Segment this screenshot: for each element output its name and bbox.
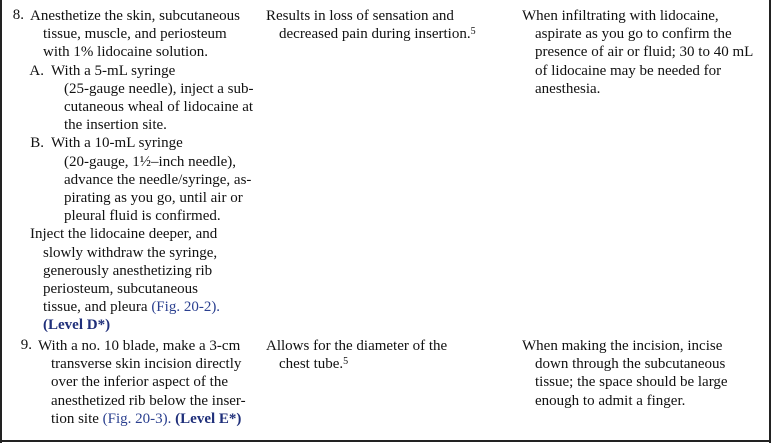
step-line: (20-gauge, 1½–inch needle), <box>64 153 237 170</box>
step-text: tissue, and pleura <box>43 299 148 316</box>
figure-reference-link[interactable]: (Fig. 20-2). <box>151 299 221 316</box>
reference-superscript: 5 <box>470 26 476 38</box>
table-bottom-border <box>0 440 771 442</box>
notes-line: presence of air or fluid; 30 to 40 mL <box>535 44 754 61</box>
step-line: generously anesthetizing rib <box>43 262 213 279</box>
rationale-line: Allows for the diameter of the <box>266 338 448 354</box>
step-line <box>30 298 255 316</box>
step-line: cutaneous wheal of lidocaine at <box>64 99 254 116</box>
reference-superscript: 5 <box>343 356 349 368</box>
step-text: tion site <box>51 410 99 427</box>
evidence-level-label: (Level D*) <box>43 317 111 334</box>
step-line: pleural fluid is confirmed. <box>64 208 221 225</box>
step-number: 8. <box>12 7 24 23</box>
inject-instruction <box>30 225 255 334</box>
rationale-line <box>266 25 506 43</box>
step-line: Inject the lidocaine deeper, and <box>30 226 218 243</box>
notes-line: When making the incision, incise <box>522 338 723 354</box>
step-line: With a 10-mL syringe <box>51 135 183 152</box>
step-line: (25-gauge needle), inject a sub- <box>64 80 254 97</box>
evidence-level-label: (Level E*) <box>175 410 242 427</box>
substep-b <box>30 134 255 225</box>
notes <box>522 337 762 410</box>
rationale-line: Results in loss of sensation and <box>266 8 454 24</box>
rationale-line <box>266 355 506 373</box>
notes-line: down through the subcutaneous <box>535 356 726 373</box>
notes-line: anesthesia. <box>535 80 601 97</box>
notes-line: When infiltrating with lidocaine, <box>522 8 719 24</box>
rationale-text: chest tube. <box>279 356 344 373</box>
step-description <box>38 337 258 428</box>
step-line: pirating as you go, until air or <box>64 190 243 207</box>
rationale <box>266 337 506 373</box>
evidence-level <box>30 316 255 334</box>
step-line: transverse skin incision directly <box>51 356 242 373</box>
step-description <box>30 7 255 335</box>
step-line: periosteum, subcutaneous <box>43 281 198 298</box>
substep-a-label: A. <box>29 62 44 79</box>
step-line: With a 5-mL syringe <box>51 62 176 79</box>
step-line: advance the needle/syringe, as- <box>64 171 252 188</box>
step-line: over the inferior aspect of the <box>51 374 229 391</box>
figure-reference-link[interactable]: (Fig. 20-3). <box>102 410 172 427</box>
notes-line: enough to admit a finger. <box>535 392 686 409</box>
step-line <box>38 410 258 428</box>
notes-line: of lidocaine may be needed for <box>535 62 722 79</box>
notes-line: tissue; the space should be large <box>535 374 728 391</box>
rationale-text: decreased pain during insertion. <box>279 26 471 43</box>
step-line: Anesthetize the skin, subcutaneous <box>30 8 240 24</box>
notes-line: aspirate as you go to confirm the <box>535 26 732 43</box>
step-line: slowly withdraw the syringe, <box>43 244 218 261</box>
substep-a <box>30 62 255 135</box>
table-left-border <box>0 0 2 443</box>
step-line: anesthetized rib below the inser- <box>51 392 246 409</box>
step-line: the insertion site. <box>64 117 167 134</box>
notes <box>522 7 762 98</box>
step-line: With a no. 10 blade, make a 3-cm <box>38 338 241 354</box>
step-line: tissue, muscle, and periosteum <box>43 26 227 43</box>
step-number: 9. <box>20 337 32 353</box>
rationale <box>266 7 506 43</box>
substep-b-label: B. <box>30 135 44 152</box>
step-line: with 1% lidocaine solution. <box>43 44 208 61</box>
